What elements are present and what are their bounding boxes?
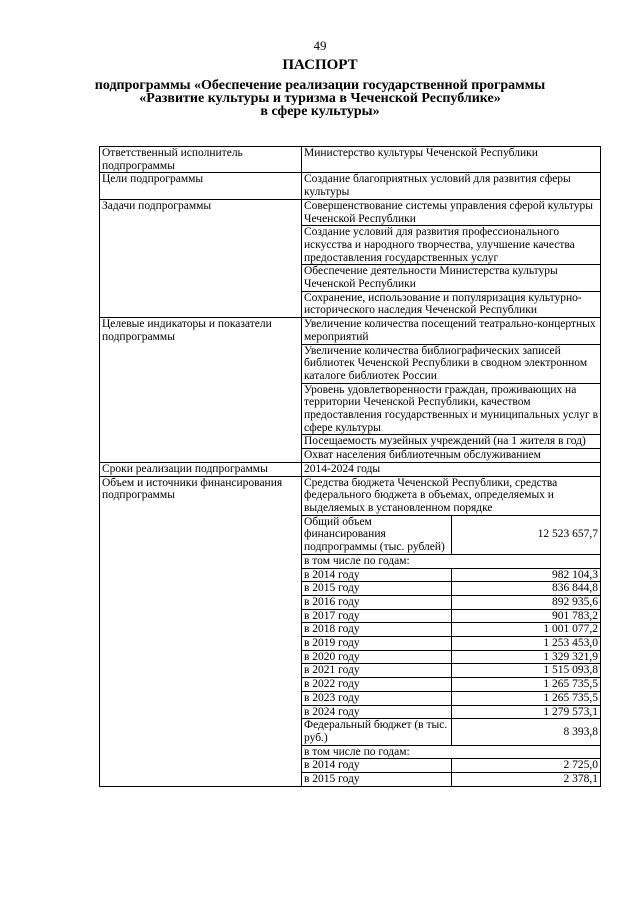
document-title: ПАСПОРТ [282, 57, 358, 73]
year-value: 836 844,8 [451, 582, 600, 596]
indicator-item: Охват населения библиотечным обслуживанием [302, 449, 601, 463]
table-row [100, 147, 601, 173]
executor-label: Ответственный исполнитель подпрограммы [100, 147, 302, 173]
indicator-item: Увеличение количества библиографических записей библиотек Чеченской Республики в сводном электронном каталоге библиотек России [302, 344, 601, 383]
goals-value: Создание благоприятных условий для развития сферы культуры [302, 173, 601, 199]
table-row [302, 759, 600, 773]
task-item: Сохранение, использование и популяризация культурно-исторического наследия Чеченской Республики [302, 291, 601, 317]
table-row [302, 773, 600, 786]
year-label: в 2020 году [302, 650, 451, 664]
year-label: в 2017 году [302, 609, 451, 623]
year-value: 2 725,0 [451, 759, 600, 773]
funding-cell [302, 476, 601, 786]
year-value: 1 279 573,1 [451, 705, 600, 719]
funding-table [302, 477, 600, 786]
table-row [302, 664, 600, 678]
table-row [302, 705, 600, 719]
year-label: в 2023 году [302, 691, 451, 705]
table-row [302, 623, 600, 637]
year-label: в 2015 году [302, 773, 451, 786]
indicator-item: Увеличение количества посещений театрально-концертных мероприятий [302, 318, 601, 344]
funding-by-years-label: в том числе по годам: [302, 554, 600, 568]
subtitle-line: подпрограммы «Обеспечение реализации государственной программы [94, 78, 546, 93]
indicators-label: Целевые индикаторы и показатели подпрограммы [100, 318, 302, 463]
federal-budget-label: Федеральный бюджет (в тыс. руб.) [302, 719, 451, 745]
federal-budget-value: 8 393,8 [451, 719, 600, 745]
terms-label: Сроки реализации подпрограммы [100, 462, 302, 476]
year-label: в 2019 году [302, 637, 451, 651]
table-row [302, 637, 600, 651]
table-row [302, 477, 600, 516]
table-row [302, 609, 600, 623]
table-row [302, 745, 600, 759]
year-value: 892 935,6 [451, 595, 600, 609]
funding-intro: Средства бюджета Чеченской Республики, средства федерального бюджета в объемах, определяемых и выделяемых в установленном порядке [302, 477, 600, 516]
table-row [302, 719, 600, 745]
year-label: в 2024 году [302, 705, 451, 719]
federal-by-years-label: в том числе по годам: [302, 745, 600, 759]
executor-value: Министерство культуры Чеченской Республики [302, 147, 601, 173]
year-value: 2 378,1 [451, 773, 600, 786]
goals-label: Цели подпрограммы [100, 173, 302, 199]
year-label: в 2014 году [302, 568, 451, 582]
funding-label: Объем и источники финансирования подпрограммы [100, 476, 302, 786]
task-item: Обеспечение деятельности Министерства культуры Чеченской Республики [302, 265, 601, 291]
task-item: Совершенствование системы управления сферой культуры Чеченской Республики [302, 199, 601, 225]
year-value: 1 265 735,5 [451, 678, 600, 692]
table-row [302, 678, 600, 692]
table-row [100, 462, 601, 476]
year-value: 1 265 735,5 [451, 691, 600, 705]
terms-value: 2014-2024 годы [302, 462, 601, 476]
year-value: 1 329 321,9 [451, 650, 600, 664]
funding-total-value: 12 523 657,7 [451, 515, 600, 554]
table-row [100, 476, 601, 786]
indicator-item: Уровень удовлетворенности граждан, проживающих на территории Чеченской Республики, качеством предоставления государственных и муниципальных услуг в сфере культуры [302, 383, 601, 435]
table-row [100, 173, 601, 199]
document-subtitle [60, 79, 580, 118]
table-row [302, 650, 600, 664]
year-label: в 2016 году [302, 595, 451, 609]
table-row [302, 595, 600, 609]
table-row [302, 515, 600, 554]
year-value: 1 001 077,2 [451, 623, 600, 637]
table-row [302, 554, 600, 568]
table-row [302, 691, 600, 705]
task-item: Создание условий для развития профессионального искусства и народного творчества, улучшение качества предоставления государственных услуг [302, 226, 601, 265]
table-row [302, 582, 600, 596]
page-number: 49 [313, 38, 327, 53]
table-row [100, 318, 601, 344]
year-value: 1 515 093,8 [451, 664, 600, 678]
year-label: в 2021 году [302, 664, 451, 678]
funding-total-label: Общий объем финансирования подпрограммы (тыс. рублей) [302, 515, 451, 554]
subtitle-line: «Развитие культуры и туризма в Чеченской Республике» [139, 91, 501, 106]
passport-table [99, 146, 601, 787]
year-value: 901 783,2 [451, 609, 600, 623]
indicator-item: Посещаемость музейных учреждений (на 1 жителя в год) [302, 435, 601, 449]
year-label: в 2018 году [302, 623, 451, 637]
subtitle-line: в сфере культуры» [260, 104, 380, 119]
table-row [100, 199, 601, 225]
year-value: 1 253 453,0 [451, 637, 600, 651]
tasks-label: Задачи подпрограммы [100, 199, 302, 317]
year-label: в 2015 году [302, 582, 451, 596]
year-label: в 2014 году [302, 759, 451, 773]
year-label: в 2022 году [302, 678, 451, 692]
year-value: 982 104,3 [451, 568, 600, 582]
table-row [302, 568, 600, 582]
